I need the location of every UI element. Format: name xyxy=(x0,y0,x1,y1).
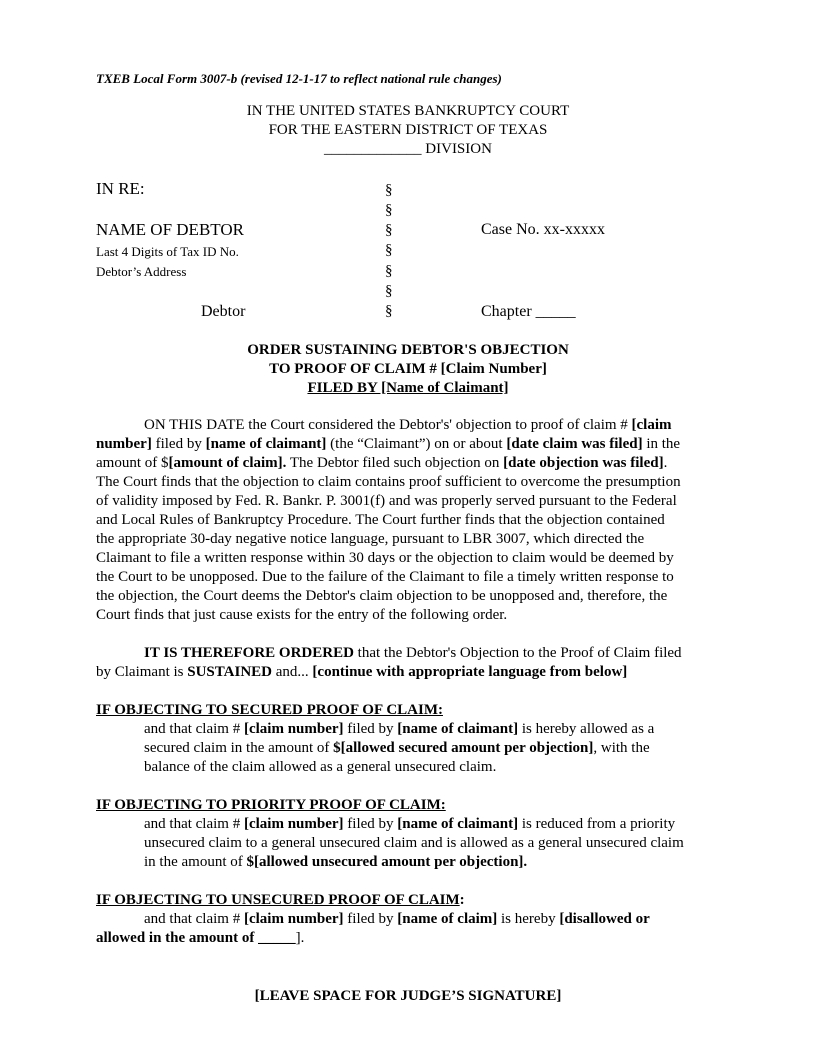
court-title-line2: FOR THE EASTERN DISTRICT OF TEXAS xyxy=(268,122,548,138)
chapter-field: Chapter _____ xyxy=(481,303,576,320)
paragraph-line: the appropriate 30-day negative notice language, pursuant to LBR 3007, which directed the xyxy=(96,531,645,547)
paragraph-line: by Claimant is SUSTAINED and... [continue with appropriate language from below] xyxy=(96,664,628,680)
section-symbol: § xyxy=(385,242,393,258)
section-symbol: § xyxy=(385,182,393,198)
order-title-line2: TO PROOF OF CLAIM # [Claim Number] xyxy=(269,361,547,377)
section-symbol: § xyxy=(385,222,393,238)
paragraph-line: the objection, the Court deems the Debtor's claim objection to be unopposed and, therefore, the xyxy=(96,588,668,604)
paragraph-line: ON THIS DATE the Court considered the Debtor's' objection to proof of claim # [claim xyxy=(144,417,672,433)
order-title-line3: FILED BY [Name of Claimant] xyxy=(307,380,509,396)
secured-claim-section xyxy=(96,701,720,777)
ordered-paragraph xyxy=(96,644,720,682)
section-symbol: § xyxy=(385,263,393,279)
order-title-line1: ORDER SUSTAINING DEBTOR'S OBJECTION xyxy=(247,342,569,358)
section-line: and that claim # [claim number] filed by [name of claimant] is reduced from a priority xyxy=(144,816,676,832)
section-heading: IF OBJECTING TO SECURED PROOF OF CLAIM: xyxy=(96,702,443,718)
paragraph-line: The Court finds that the objection to claim contains proof sufficient to overcome the presumption xyxy=(96,474,681,490)
debtor-name: NAME OF DEBTOR xyxy=(96,220,244,239)
debtor-label: Debtor xyxy=(201,303,246,320)
section-line: allowed in the amount of _____]. xyxy=(96,930,305,946)
court-title-line1: IN THE UNITED STATES BANKRUPTCY COURT xyxy=(246,103,570,119)
in-re-label: IN RE: xyxy=(96,179,145,198)
judge-signature-note: [LEAVE SPACE FOR JUDGE’S SIGNATURE] xyxy=(254,988,562,1004)
tax-id-label: Last 4 Digits of Tax ID No. xyxy=(96,244,239,259)
paragraph-line: and Local Rules of Bankruptcy Procedure. The Court further finds that the objection contained xyxy=(96,512,665,528)
section-symbol: § xyxy=(385,283,393,299)
section-line: and that claim # [claim number] filed by [name of claim] is hereby [disallowed or xyxy=(144,911,650,927)
section-heading: IF OBJECTING TO PRIORITY PROOF OF CLAIM: xyxy=(96,797,446,813)
section-symbol: § xyxy=(385,303,393,319)
debtor-address-label: Debtor’s Address xyxy=(96,264,187,279)
section-heading: IF OBJECTING TO UNSECURED PROOF OF CLAIM: xyxy=(96,892,465,908)
priority-claim-section xyxy=(96,796,720,872)
paragraph-line: amount of $[amount of claim]. The Debtor filed such objection on [date objection was filed]. xyxy=(96,455,668,471)
section-symbol: § xyxy=(385,202,393,218)
section-line: unsecured claim to a general unsecured claim and is allowed as a general unsecured claim xyxy=(144,835,684,851)
section-line: secured claim in the amount of $[allowed secured amount per objection], with the xyxy=(144,740,650,756)
findings-paragraph xyxy=(96,416,720,625)
section-line: and that claim # [claim number] filed by [name of claimant] is hereby allowed as a xyxy=(144,721,655,737)
paragraph-line: number] filed by [name of claimant] (the “Claimant”) on or about [date claim was filed] in the xyxy=(96,436,681,452)
paragraph-line: the Court to be unopposed. Due to the failure of the Claimant to file a timely written response to xyxy=(96,569,674,585)
section-line: in the amount of $[allowed unsecured amount per objection]. xyxy=(144,854,528,870)
paragraph-line: IT IS THEREFORE ORDERED that the Debtor's Objection to the Proof of Claim filed xyxy=(144,645,682,661)
unsecured-claim-section xyxy=(96,891,720,948)
case-number: Case No. xx-xxxxx xyxy=(481,221,605,238)
court-division: _____________ DIVISION xyxy=(324,141,492,157)
paragraph-line: of validity imposed by Fed. R. Bankr. P. 3001(f) and was properly served pursuant to the Federal xyxy=(96,493,677,509)
paragraph-line: Court finds that just cause exists for the entry of the following order. xyxy=(96,607,508,623)
paragraph-line: Claimant to file a written response within 30 days or the objection to claim would be deemed by xyxy=(96,550,674,566)
form-header: TXEB Local Form 3007-b (revised 12-1-17 to reflect national rule changes) xyxy=(96,71,502,86)
section-line: balance of the claim allowed as a general unsecured claim. xyxy=(144,759,497,775)
